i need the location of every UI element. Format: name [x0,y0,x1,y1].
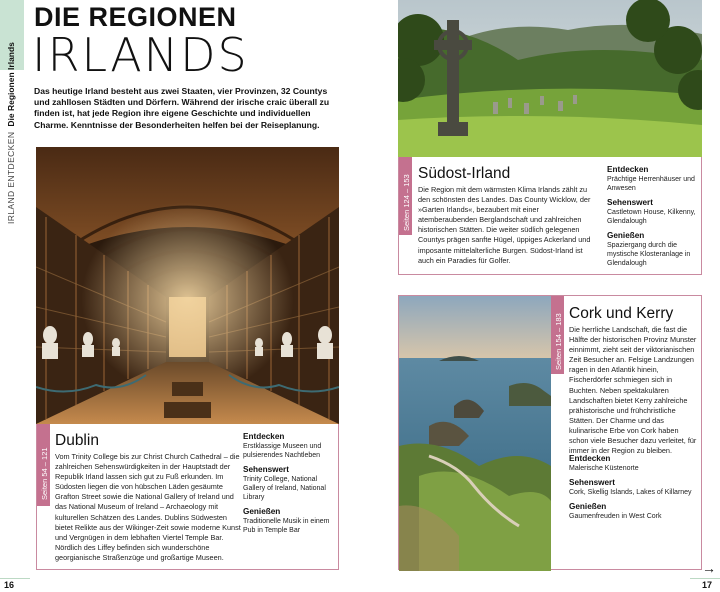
page-title-line2: IRLANDS [32,28,249,82]
southeast-sehenswert-label: Sehenswert [607,198,653,207]
cork-sehenswert: Cork, Skellig Islands, Lakes of Killarney [569,489,692,496]
dublin-region-box [36,424,339,570]
dublin-facts [243,432,335,540]
library-photo [36,147,339,424]
folio-rule-right [690,578,720,579]
cork-geniessen-label: Genießen [569,502,607,511]
southeast-entdecken-label: Entdecken [607,165,649,174]
folio-rule-left [0,578,30,579]
running-head [6,42,20,334]
coast-photo [399,296,551,571]
running-head-section: IRLAND ENTDECKEN [6,131,16,224]
page-title-line1: DIE REGIONEN [34,2,237,32]
next-page-arrow-icon[interactable]: → [702,560,716,576]
cork-sehenswert-label: Sehenswert [569,478,615,487]
cork-geniessen: Gaumenfreuden in West Cork [569,513,662,520]
southeast-page-tag[interactable] [399,157,412,235]
page-number-left: 16 [4,580,15,590]
southeast-geniessen: Spaziergang durch die mystische Klosteranlage in Glendalough [607,242,691,267]
cork-entdecken: Malerische Küstenorte [569,465,639,472]
cork-description: Die herrliche Landschaft, die fast die Hälfte der historischen Provinz Munster einnimmt, zieht seit der viktorianischen Zeit Besucher an. Felsige Landzungen ragen in den Atlantik hinein, Fischerdörfer schmiegen sich in Buchten. Neben spektakulären Landschaften bietet Kerry zahlreiche prähistorische und frühchristliche Stätten. Der Charme und das kulinarische Erbe von Cork haben schon viele Besucher dazu verleitet, für immer in der Region zu bleiben. [569,325,697,456]
southeast-region-box [398,157,702,275]
dublin-description: Vom Trinity College bis zur Christ Church Cathedral – die zahlreichen Sehenswürdigkeiten in der Hauptstadt der Republik Irland lassen sich gut zu Fuß erkunden. Im Südosten liegen die von hübschen Läden gesäumte Grafton Street sowie die National Gallery of Ireland und das National Museum of Ireland – Archaeology mit kulturellen Schätzen des Landes. Dublins Südwesten bietet Relikte aus der Wikinger-Zeit sowie moderne Kunst und Vergnügen in dem lebhaften Viertel Temple Bar. Nördlich des Liffey befinden sich wunderschöne georgianische Straßenzüge und großartige Museen. [55,452,241,562]
cork-title: Cork und Kerry [569,305,674,322]
southeast-page-range: Seiten 124 – 153 [402,174,411,231]
dublin-page-tag[interactable] [37,424,50,506]
intro-paragraph: Das heutige Irland besteht aus zwei Staaten, vier Provinzen, 32 Countys und zahllosen Städten und Dörfern. Während der irische craic überall zu finden ist, hat jede Region ihre eigene Geschichte und individuellen Charme. Kenntnisse der Besonderheiten helfen bei der Reiseplanung. [34,86,330,130]
dublin-sehenswert-label: Sehenswert [243,465,289,474]
dublin-page-range: Seiten 54 – 121 [40,447,49,500]
southeast-geniessen-label: Genießen [607,231,645,240]
dublin-entdecken-label: Entdecken [243,432,285,441]
cork-entdecken-label: Entdecken [569,454,611,463]
dublin-geniessen: Traditionelle Musik in einem Pub in Temple Bar [243,518,330,534]
dublin-title: Dublin [55,432,99,449]
southeast-sehenswert: Castletown House, Kilkenny, Glendalough [607,209,696,225]
cork-facts [569,454,699,526]
celtic-cross-photo [398,0,720,157]
cork-page-tag[interactable] [551,296,564,374]
southeast-entdecken: Prächtige Herrenhäuser und Anwesen [607,176,695,192]
dublin-entdecken: Erstklassige Museen und pulsierendes Nachtleben [243,443,322,459]
southeast-title: Südost-Irland [418,165,511,182]
dublin-geniessen-label: Genießen [243,507,281,516]
dublin-sehenswert: Trinity College, National Gallery of Ireland, National Library [243,476,326,501]
southeast-facts [607,165,699,273]
right-page [362,0,720,592]
cork-region-box [398,295,702,570]
page-number-right: 17 [702,580,713,590]
running-head-title: Die Regionen Irlands [6,42,16,127]
southeast-description: Die Region mit dem wärmsten Klima Irlands zählt zu den schönsten des Landes. Das County Wicklow, der »Garten Irlands«, bezaubert mit einer atemberaubenden Berglandschaft und zahlreichen historischen Stätten. Die weiter südlich gelegenen Countys prägen sanfte Hügel, üppiges Ackerland und imposante mittelalterliche Burgen. Südost-Irland ist auch ein Paradies für Golfer. [418,185,591,265]
left-page [0,0,358,592]
cork-page-range: Seiten 154 – 183 [554,313,563,370]
